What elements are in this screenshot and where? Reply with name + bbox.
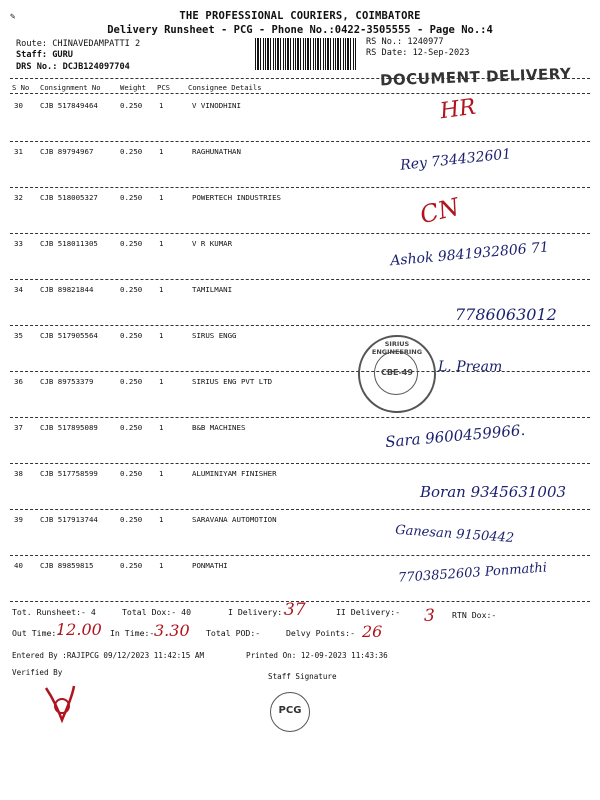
pcs: 1 bbox=[159, 147, 164, 156]
consignment-no: CJB 89753379 bbox=[40, 377, 94, 386]
consignee: TAMILMANI bbox=[192, 285, 233, 294]
consignment-no: CJB 518011305 bbox=[40, 239, 98, 248]
consignee: SARAVANA AUTOMOTION bbox=[192, 515, 277, 524]
sno: 38 bbox=[14, 469, 23, 478]
delvy-points-value: 26 bbox=[362, 622, 383, 641]
consignee: V VINODHINI bbox=[192, 101, 241, 110]
rtn-dox-label: RTN Dox:- bbox=[452, 610, 497, 620]
col-consignee: Consignee Details bbox=[188, 83, 262, 92]
row-divider bbox=[10, 141, 590, 142]
weight: 0.250 bbox=[120, 423, 143, 432]
row-divider bbox=[10, 371, 590, 372]
row-divider bbox=[10, 325, 590, 326]
sno: 30 bbox=[14, 101, 23, 110]
pcs: 1 bbox=[159, 331, 164, 340]
consignee: B&B MACHINES bbox=[192, 423, 246, 432]
col-consignment: Consignment No bbox=[40, 83, 101, 92]
signature: Rey 734432601 bbox=[399, 146, 512, 174]
signature: HR bbox=[438, 94, 478, 125]
sno: 36 bbox=[14, 377, 23, 386]
signature: Ganesan 9150442 bbox=[394, 522, 515, 547]
sno: 31 bbox=[14, 147, 23, 156]
total-pod-label: Total POD:- bbox=[206, 628, 261, 638]
consignment-no: CJB 517905564 bbox=[40, 331, 98, 340]
signature: Ashok 9841932806 71 bbox=[389, 239, 550, 270]
row-divider bbox=[10, 555, 590, 556]
weight: 0.250 bbox=[120, 193, 143, 202]
out-time-value: 12.00 bbox=[56, 620, 102, 639]
consignment-no: CJB 89859815 bbox=[40, 561, 94, 570]
consignment-no: CJB 89821844 bbox=[40, 285, 94, 294]
divider bbox=[10, 93, 590, 94]
staff-label: Staff: GURU bbox=[16, 50, 73, 60]
pcg-stamp bbox=[270, 692, 310, 732]
weight: 0.250 bbox=[120, 239, 143, 248]
row-33 bbox=[0, 239, 600, 279]
consignee: POWERTECH INDUSTRIES bbox=[192, 193, 281, 202]
weight: 0.250 bbox=[120, 285, 143, 294]
consignment-no: CJB 517758599 bbox=[40, 469, 98, 478]
signature: Sara 9600459966. bbox=[384, 420, 526, 452]
in-time-value: 3.30 bbox=[154, 621, 190, 640]
corner-mark: ✎ bbox=[10, 12, 16, 22]
i-delivery-value: 37 bbox=[284, 600, 306, 620]
signature: Boran 9345631003 bbox=[420, 483, 567, 501]
pcs: 1 bbox=[159, 377, 164, 386]
weight: 0.250 bbox=[120, 101, 143, 110]
consignee: SIRIUS ENG PVT LTD bbox=[192, 377, 273, 386]
sno: 33 bbox=[14, 239, 23, 248]
barcode bbox=[255, 38, 357, 70]
col-sno: S No bbox=[12, 83, 30, 92]
pcg-stamp-text: PCG bbox=[278, 705, 302, 716]
ii-delivery-value: 3 bbox=[424, 606, 435, 626]
weight: 0.250 bbox=[120, 561, 143, 570]
consignee: SIRUS ENGG bbox=[192, 331, 237, 340]
seal-center: CBE-49 bbox=[381, 368, 413, 377]
sno: 32 bbox=[14, 193, 23, 202]
consignment-no: CJB 517849464 bbox=[40, 101, 98, 110]
col-pcs: PCS bbox=[157, 83, 170, 92]
i-delivery-label: I Delivery:- bbox=[228, 607, 288, 617]
row-divider bbox=[10, 279, 590, 280]
sno: 39 bbox=[14, 515, 23, 524]
row-divider bbox=[10, 417, 590, 418]
sno: 40 bbox=[14, 561, 23, 570]
weight: 0.250 bbox=[120, 469, 143, 478]
total-dox: Total Dox:- 40 bbox=[122, 607, 192, 617]
consignee: PONMATHI bbox=[192, 561, 228, 570]
company-name: THE PROFESSIONAL COURIERS, COIMBATORE bbox=[179, 10, 421, 22]
consignee: V R KUMAR bbox=[192, 239, 233, 248]
signature: CN bbox=[417, 192, 463, 230]
company-seal bbox=[358, 335, 436, 413]
pcs: 1 bbox=[159, 239, 164, 248]
row-divider bbox=[10, 463, 590, 464]
pcs: 1 bbox=[159, 285, 164, 294]
consignment-no: CJB 89794967 bbox=[40, 147, 94, 156]
consignee: RAGHUNATHAN bbox=[192, 147, 241, 156]
consignment-no: CJB 517895089 bbox=[40, 423, 98, 432]
in-time-label: In Time:- bbox=[110, 628, 155, 638]
weight: 0.250 bbox=[120, 515, 143, 524]
drs-label: DRS No.: DCJB124097704 bbox=[16, 62, 130, 72]
pcs: 1 bbox=[159, 101, 164, 110]
row-38 bbox=[0, 469, 600, 509]
consignee: ALUMINIYAM FINISHER bbox=[192, 469, 277, 478]
pcs: 1 bbox=[159, 423, 164, 432]
route-label: Route: CHINAVEDAMPATTI 2 bbox=[16, 39, 141, 49]
rs-number: RS No.: 1240977 bbox=[366, 37, 444, 47]
row-40 bbox=[0, 561, 600, 601]
total-runsheet: Tot. Runsheet:- 4 bbox=[12, 607, 96, 617]
row-36 bbox=[0, 377, 600, 417]
ii-delivery-label: II Delivery:- bbox=[336, 607, 401, 617]
consignment-no: CJB 518005327 bbox=[40, 193, 98, 202]
verified-signature bbox=[40, 680, 80, 725]
row-32 bbox=[0, 193, 600, 233]
signature: 7786063012 bbox=[455, 305, 557, 324]
col-weight: Weight bbox=[120, 83, 146, 92]
staff-signature-label: Staff Signature bbox=[268, 672, 337, 681]
weight: 0.250 bbox=[120, 147, 143, 156]
row-37 bbox=[0, 420, 600, 463]
row-30 bbox=[0, 94, 600, 141]
entered-by: Entered By :RAJIPCG 09/12/2023 11:42:15 AM bbox=[12, 651, 205, 660]
row-divider bbox=[10, 509, 590, 510]
row-34 bbox=[0, 285, 600, 325]
pcs: 1 bbox=[159, 515, 164, 524]
weight: 0.250 bbox=[120, 377, 143, 386]
seal-text: SIRIUS ENGINEERING bbox=[371, 340, 423, 356]
sno: 34 bbox=[14, 285, 23, 294]
signature: L. Pream bbox=[438, 359, 503, 375]
document-delivery-stamp: DOCUMENT DELIVERY bbox=[379, 64, 572, 90]
row-divider bbox=[10, 233, 590, 234]
runsheet-title: Delivery Runsheet - PCG - Phone No.:0422-3505555 - Page No.:4 bbox=[107, 24, 493, 36]
delvy-points-label: Delvy Points:- bbox=[286, 628, 356, 638]
sno: 35 bbox=[14, 331, 23, 340]
printed-on: Printed On: 12-09-2023 11:43:36 bbox=[246, 651, 388, 660]
verified-by-label: Verified By bbox=[12, 668, 63, 677]
pcs: 1 bbox=[159, 469, 164, 478]
weight: 0.250 bbox=[120, 331, 143, 340]
consignment-no: CJB 517913744 bbox=[40, 515, 98, 524]
row-31 bbox=[0, 147, 600, 187]
rs-date: RS Date: 12-Sep-2023 bbox=[366, 48, 470, 58]
pcs: 1 bbox=[159, 561, 164, 570]
signature: 7703852603 Ponmathi bbox=[397, 560, 548, 586]
row-divider bbox=[10, 187, 590, 188]
out-time-label: Out Time:- bbox=[12, 628, 62, 638]
row-39 bbox=[0, 515, 600, 555]
divider bbox=[10, 78, 590, 79]
pcs: 1 bbox=[159, 193, 164, 202]
sno: 37 bbox=[14, 423, 23, 432]
